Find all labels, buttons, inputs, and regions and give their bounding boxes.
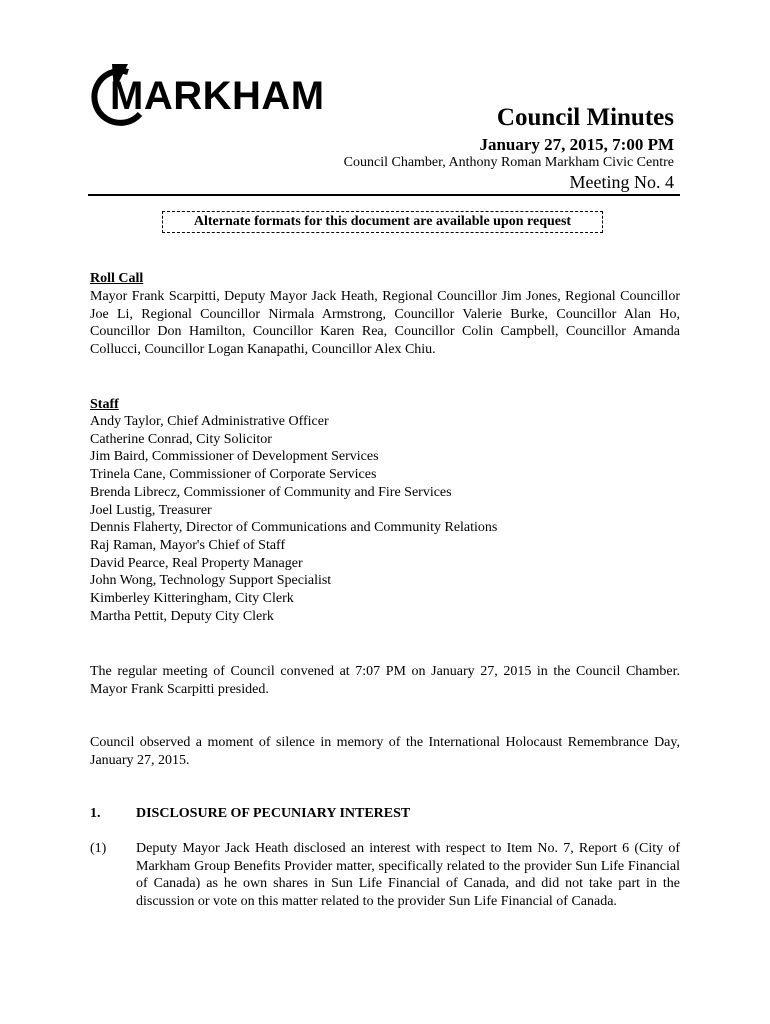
logo-wordmark: MARKHAM bbox=[110, 74, 325, 118]
alternate-formats-notice: Alternate formats for this document are available upon request bbox=[162, 211, 603, 233]
staff-member: Dennis Flaherty, Director of Communications and Community Relations bbox=[90, 520, 498, 536]
staff-member: Catherine Conrad, City Solicitor bbox=[90, 431, 272, 447]
meeting-date: January 27, 2015, 7:00 PM bbox=[479, 135, 674, 154]
silence-paragraph: Council observed a moment of silence in memory of the International Holocaust Remembrance Day, January 27, 2015. bbox=[90, 735, 680, 768]
convened-paragraph: The regular meeting of Council convened at 7:07 PM on January 27, 2015 in the Council Chamber. Mayor Frank Scarpitti presided. bbox=[90, 664, 680, 697]
staff-member: John Wong, Technology Support Specialist bbox=[90, 573, 332, 589]
roll-call-text: Mayor Frank Scarpitti, Deputy Mayor Jack Heath, Regional Councillor Jim Jones, Regional Councillor Joe Li, Regional Councillor Nirmala Armstrong, Councillor Valerie Burke, Councillor Alan Ho, Councillor Don Hamilton, Councillor Karen Rea, Councillor Colin Campbell, Councillor Amanda Collucci, Councillor Logan Kanapathi, Councillor Alex Chiu. bbox=[90, 289, 680, 357]
staff-member: David Pearce, Real Property Manager bbox=[90, 555, 303, 571]
staff-member: Joel Lustig, Treasurer bbox=[90, 502, 212, 518]
page-title: Council Minutes bbox=[496, 104, 674, 131]
staff-member: Trinela Cane, Commissioner of Corporate Services bbox=[90, 467, 377, 483]
markham-logo bbox=[88, 62, 325, 130]
staff-heading: Staff bbox=[90, 397, 119, 412]
staff-member: Martha Pettit, Deputy City Clerk bbox=[90, 608, 274, 624]
staff-member: Andy Taylor, Chief Administrative Officer bbox=[90, 414, 329, 429]
item-number: (1) bbox=[90, 841, 107, 856]
meeting-number: Meeting No. 4 bbox=[569, 172, 674, 192]
header-divider bbox=[88, 194, 680, 196]
staff-member: Raj Raman, Mayor's Chief of Staff bbox=[90, 537, 286, 553]
meeting-location: Council Chamber, Anthony Roman Markham Civic Centre bbox=[343, 155, 674, 170]
section-number: 1. bbox=[90, 806, 101, 821]
section-title: DISCLOSURE OF PECUNIARY INTEREST bbox=[136, 806, 411, 821]
staff-member: Jim Baird, Commissioner of Development Services bbox=[90, 449, 379, 465]
item-text: Deputy Mayor Jack Heath disclosed an interest with respect to Item No. 7, Report 6 (City of Markham Group Benefits Provider matter, specifically related to the provider Sun Life Financial of Canada) as he own shares in Sun Life Financial of Canada, and did not take part in the discussion or vote on this matter related to the provider Sun Life Financial of Canada. bbox=[136, 841, 680, 909]
staff-member: Kimberley Kitteringham, City Clerk bbox=[90, 591, 294, 607]
staff-member: Brenda Librecz, Commissioner of Community and Fire Services bbox=[90, 484, 452, 500]
staff-list bbox=[90, 413, 497, 625]
roll-call-heading: Roll Call bbox=[90, 271, 144, 286]
